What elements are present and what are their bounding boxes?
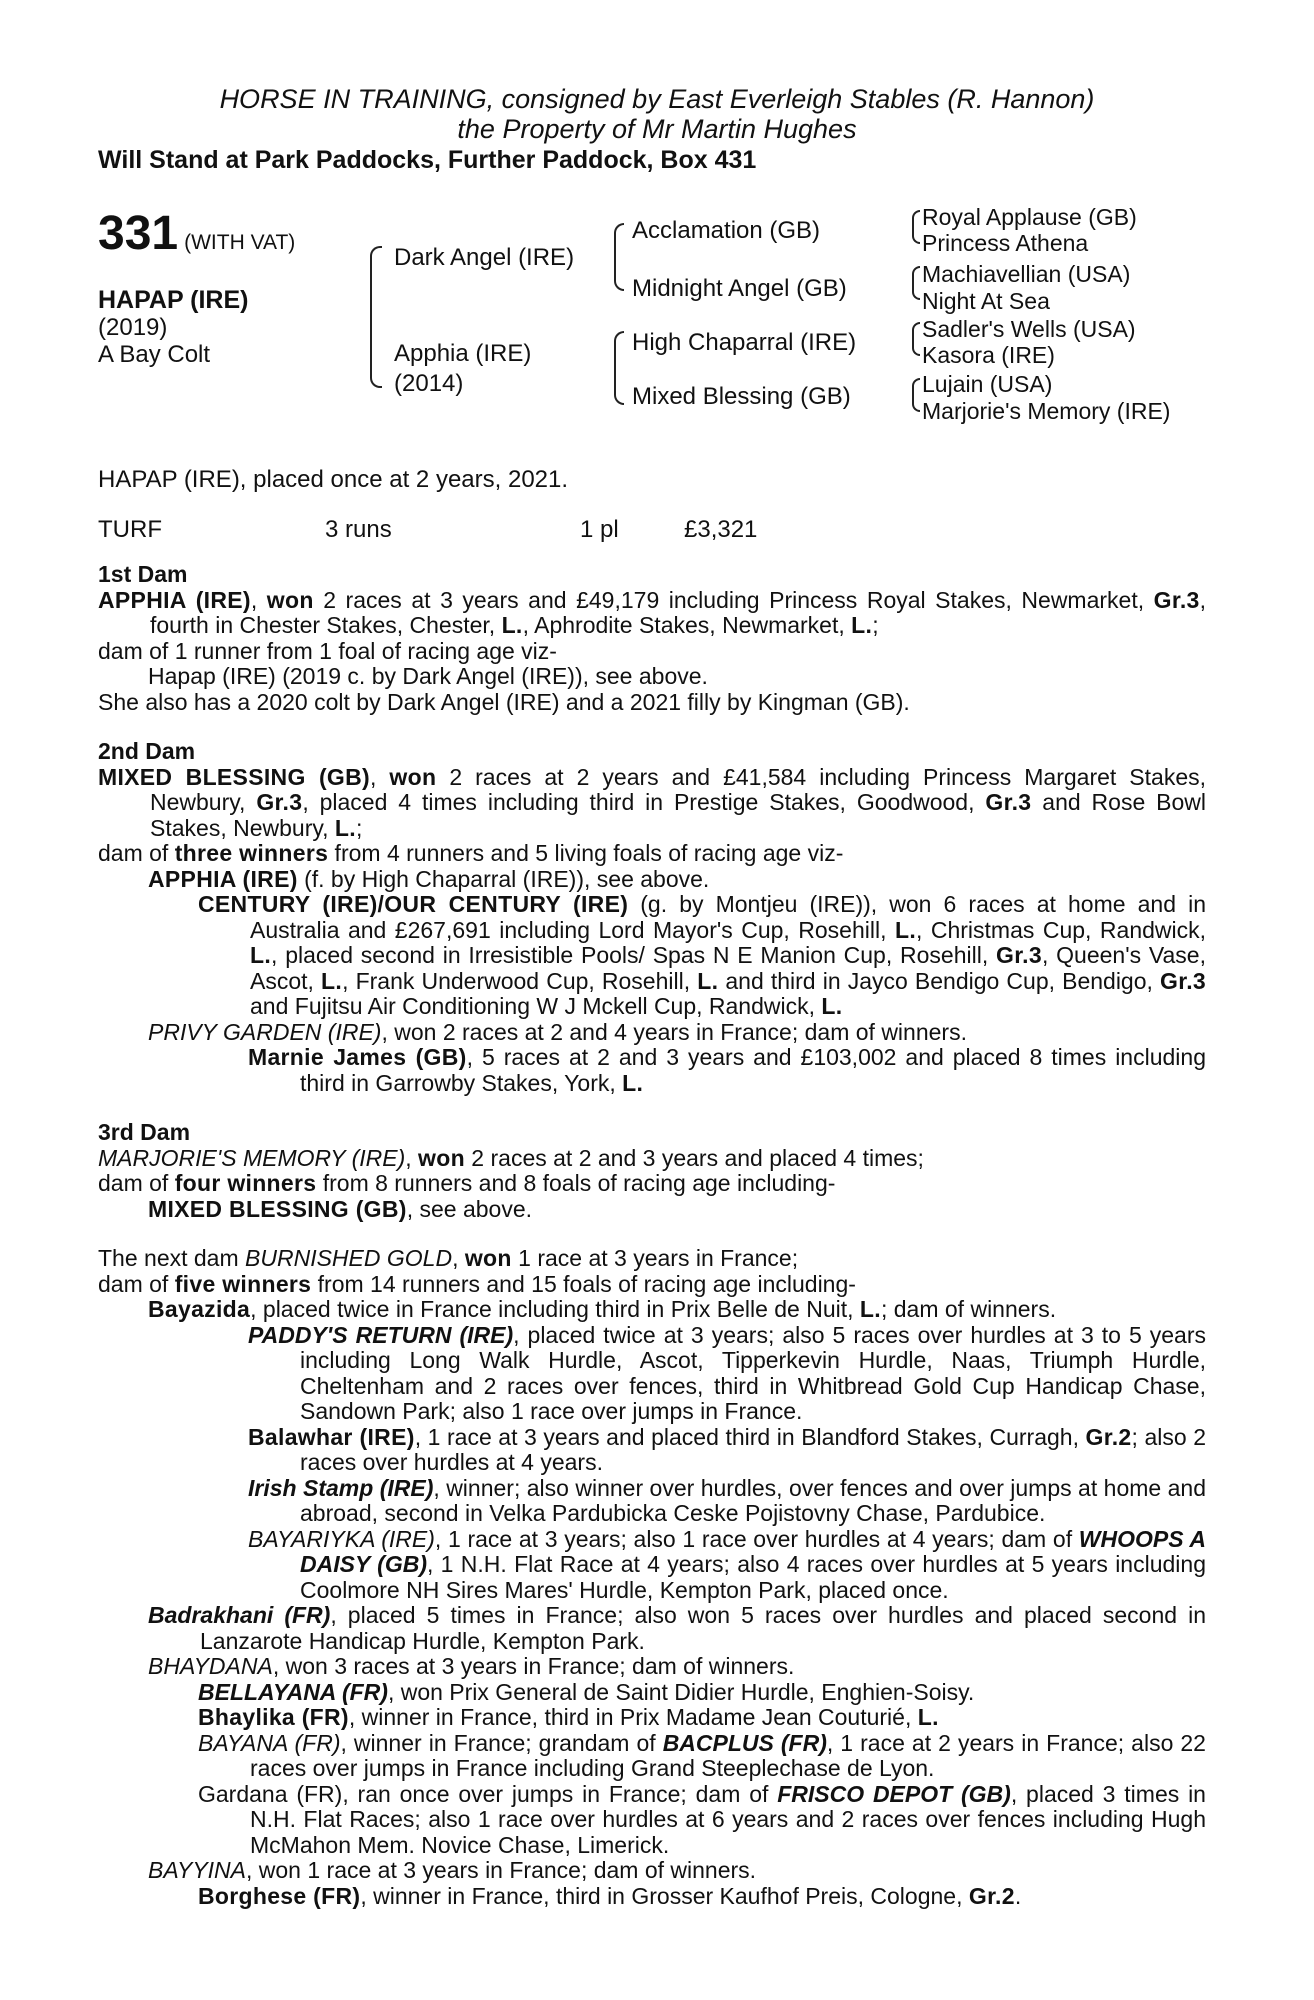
pedigree-notes	[98, 562, 1206, 1909]
produce-borghese: Borghese (FR), winner in France, third in Grosser Kaufhof Preis, Cologne, Gr.2.	[198, 1882, 1022, 1909]
header-line-1: HORSE IN TRAINING, consigned by East Everleigh Stables (R. Hannon)	[219, 84, 1095, 114]
produce-privy-garden: PRIVY GARDEN (IRE), won 2 races at 2 and 4 years in France; dam of winners.	[148, 1018, 967, 1045]
header-line-2: the Property of Mr Martin Hughes	[457, 114, 857, 144]
bracket-ss	[912, 210, 920, 244]
bracket-gen1	[370, 246, 382, 388]
ss-sire: Royal Applause (GB)	[922, 204, 1137, 230]
produce-bayariyka: BAYARIYKA (IRE), 1 race at 3 years; also 1 race over hurdles at 4 years; dam of WHOOPS A DAISY (GB), 1 N.H. Flat Race at 4 years; also 4 races over hurdles at 5 years including Coolmore NH Sires Mares' Hurdle, Kempton Park, placed once.	[248, 1525, 1206, 1603]
next-dam-produce: dam of five winners from 14 runners and 15 foals of racing age including-	[98, 1270, 856, 1297]
horse-info	[98, 314, 210, 368]
produce-gardana: Gardana (FR), ran once over jumps in France; dam of FRISCO DEPOT (GB), placed 3 times in N.H. Flat Races; also 1 race over hurdles at 6 years and 2 races over fences including Hugh McMahon Mem. Novice Chase, Limerick.	[198, 1780, 1206, 1858]
dd-sire: Lujain (USA)	[922, 371, 1053, 397]
stand-location: Will Stand at Park Paddocks, Further Paddock, Box 431	[98, 146, 757, 174]
first-dam-heading: 1st Dam	[98, 561, 188, 587]
first-dam-note: She also has a 2020 colt by Dark Angel (IRE) and a 2021 filly by Kingman (GB).	[98, 688, 910, 715]
bracket-dam	[614, 331, 624, 405]
lot-block	[98, 206, 295, 261]
dam-year: (2014)	[394, 370, 464, 397]
ss-dam: Princess Athena	[922, 230, 1089, 256]
bracket-dd	[912, 378, 920, 412]
produce-bayana: BAYANA (FR), winner in France; grandam of BACPLUS (FR), 1 race at 2 years in France; also 22 races over jumps in France including Grand Steeplechase de Lyon.	[198, 1729, 1206, 1781]
first-dam-produce: dam of 1 runner from 1 foal of racing age viz-	[98, 637, 557, 664]
record-placed: 1 pl	[580, 516, 619, 543]
dam-sire: High Chaparral (IRE)	[632, 329, 857, 356]
bracket-ds	[912, 322, 920, 356]
sd-sire: Machiavellian (USA)	[922, 261, 1131, 287]
second-dam-heading: 2nd Dam	[98, 738, 196, 764]
bracket-sire	[614, 223, 624, 291]
dam: Apphia (IRE)	[394, 340, 532, 367]
bracket-sd	[912, 266, 920, 300]
record-runs: 3 runs	[325, 516, 392, 543]
third-dam-produce: dam of four winners from 8 runners and 8 foals of racing age including-	[98, 1170, 836, 1196]
produce-bellayana: BELLAYANA (FR), won Prix General de Saint Didier Hurdle, Enghien-Soisy.	[198, 1678, 975, 1705]
record-surface: TURF	[98, 516, 162, 543]
produce-irish-stamp: Irish Stamp (IRE), winner; also winner over hurdles, over fences and over jumps at home and abroad, second in Velka Pardubicka Ceske Pojistovny Chase, Pardubice.	[248, 1474, 1206, 1526]
vat-label: (WITH VAT)	[184, 231, 296, 254]
ds-sire: Sadler's Wells (USA)	[922, 316, 1136, 342]
sire: Dark Angel (IRE)	[394, 244, 575, 271]
produce-bhaydana: BHAYDANA, won 3 races at 3 years in France; dam of winners.	[148, 1653, 795, 1679]
second-dam-produce: dam of three winners from 4 runners and 5 living foals of racing age viz-	[98, 840, 844, 866]
produce-hapap: Hapap (IRE) (2019 c. by Dark Angel (IRE)), see above.	[148, 663, 708, 689]
horse-year: (2019)	[98, 314, 168, 341]
produce-badrakhani: Badrakhani (FR), placed 5 times in France; also won 5 races over hurdles and placed second in Lanzarote Handicap Hurdle, Kempton Park.	[148, 1602, 1207, 1654]
ds-dam: Kasora (IRE)	[922, 342, 1055, 368]
produce-bhaylika: Bhaylika (FR), winner in France, third in Prix Madame Jean Couturié, L.	[198, 1704, 939, 1730]
horse-desc: A Bay Colt	[98, 341, 211, 368]
first-dam-entry: APPHIA (IRE), won 2 races at 3 years and £49,179 including Princess Royal Stakes, Newmarket, Gr.3, fourth in Chester Stakes, Chester, L., Aphrodite Stakes, Newmarket, L.;	[98, 586, 1207, 638]
next-dam-entry: The next dam BURNISHED GOLD, won 1 race at 3 years in France;	[98, 1245, 799, 1271]
produce-paddys-return: PADDY'S RETURN (IRE), placed twice at 3 years; also 5 races over hurdles at 3 to 5 years including Long Walk Hurdle, Ascot, Tipperkevin Hurdle, Naas, Triumph Hurdle, Cheltenham and 2 races over fences, third in Whitbread Gold Cup Handicap Chase, Sandown Park; also 1 race over jumps in France.	[248, 1321, 1206, 1424]
third-dam-heading: 3rd Dam	[98, 1119, 191, 1145]
produce-century: CENTURY (IRE)/OUR CENTURY (IRE) (g. by Montjeu (IRE)), won 6 races at home and in Australia and £267,691 including Lord Mayor's Cup, Rosehill, L., Christmas Cup, Randwick, L., placed second in Irresistible Pools/ Spas N E Manion Cup, Rosehill, Gr.3, Queen's Vase, Ascot, L., Frank Underwood Cup, Rosehill, L. and third in Jayco Bendigo Cup, Bendigo, Gr.3 and Fujitsu Air Conditioning W J Mckell Cup, Randwick, L.	[198, 891, 1207, 1019]
race-summary: HAPAP (IRE), placed once at 2 years, 2021.	[98, 466, 569, 493]
third-dam-entry: MARJORIE'S MEMORY (IRE), won 2 races at 2 and 3 years and placed 4 times;	[98, 1144, 924, 1171]
produce-balawhar: Balawhar (IRE), 1 race at 3 years and placed third in Blandford Stakes, Curragh, Gr.2; also 2 races over hurdles at 4 years.	[248, 1423, 1207, 1475]
produce-bayazida: Bayazida, placed twice in France including third in Prix Belle de Nuit, L.; dam of winners.	[148, 1296, 1057, 1322]
produce-bayyina: BAYYINA, won 1 race at 3 years in France; dam of winners.	[148, 1857, 757, 1883]
record-earnings: £3,321	[684, 516, 758, 543]
sire-sire: Acclamation (GB)	[632, 217, 821, 244]
dam-dam: Mixed Blessing (GB)	[632, 383, 851, 410]
dd-dam: Marjorie's Memory (IRE)	[922, 398, 1171, 424]
produce-apphia: APPHIA (IRE) (f. by High Chaparral (IRE)), see above.	[148, 865, 710, 892]
horse-name: HAPAP (IRE)	[98, 286, 249, 314]
produce-mixed-blessing: MIXED BLESSING (GB), see above.	[148, 1195, 533, 1222]
second-dam-entry: MIXED BLESSING (GB), won 2 races at 2 years and £41,584 including Princess Margaret Stakes, Newbury, Gr.3, placed 4 times including third in Prestige Stakes, Goodwood, Gr.3 and Rose Bowl Stakes, Newbury, L.;	[98, 763, 1207, 841]
sire-dam: Midnight Angel (GB)	[632, 275, 847, 302]
produce-marnie-james: Marnie James (GB), 5 races at 2 and 3 years and £103,002 and placed 8 times including third in Garrowby Stakes, York, L.	[248, 1044, 1206, 1096]
lot-number: 331	[98, 207, 179, 260]
sd-dam: Night At Sea	[922, 288, 1050, 314]
